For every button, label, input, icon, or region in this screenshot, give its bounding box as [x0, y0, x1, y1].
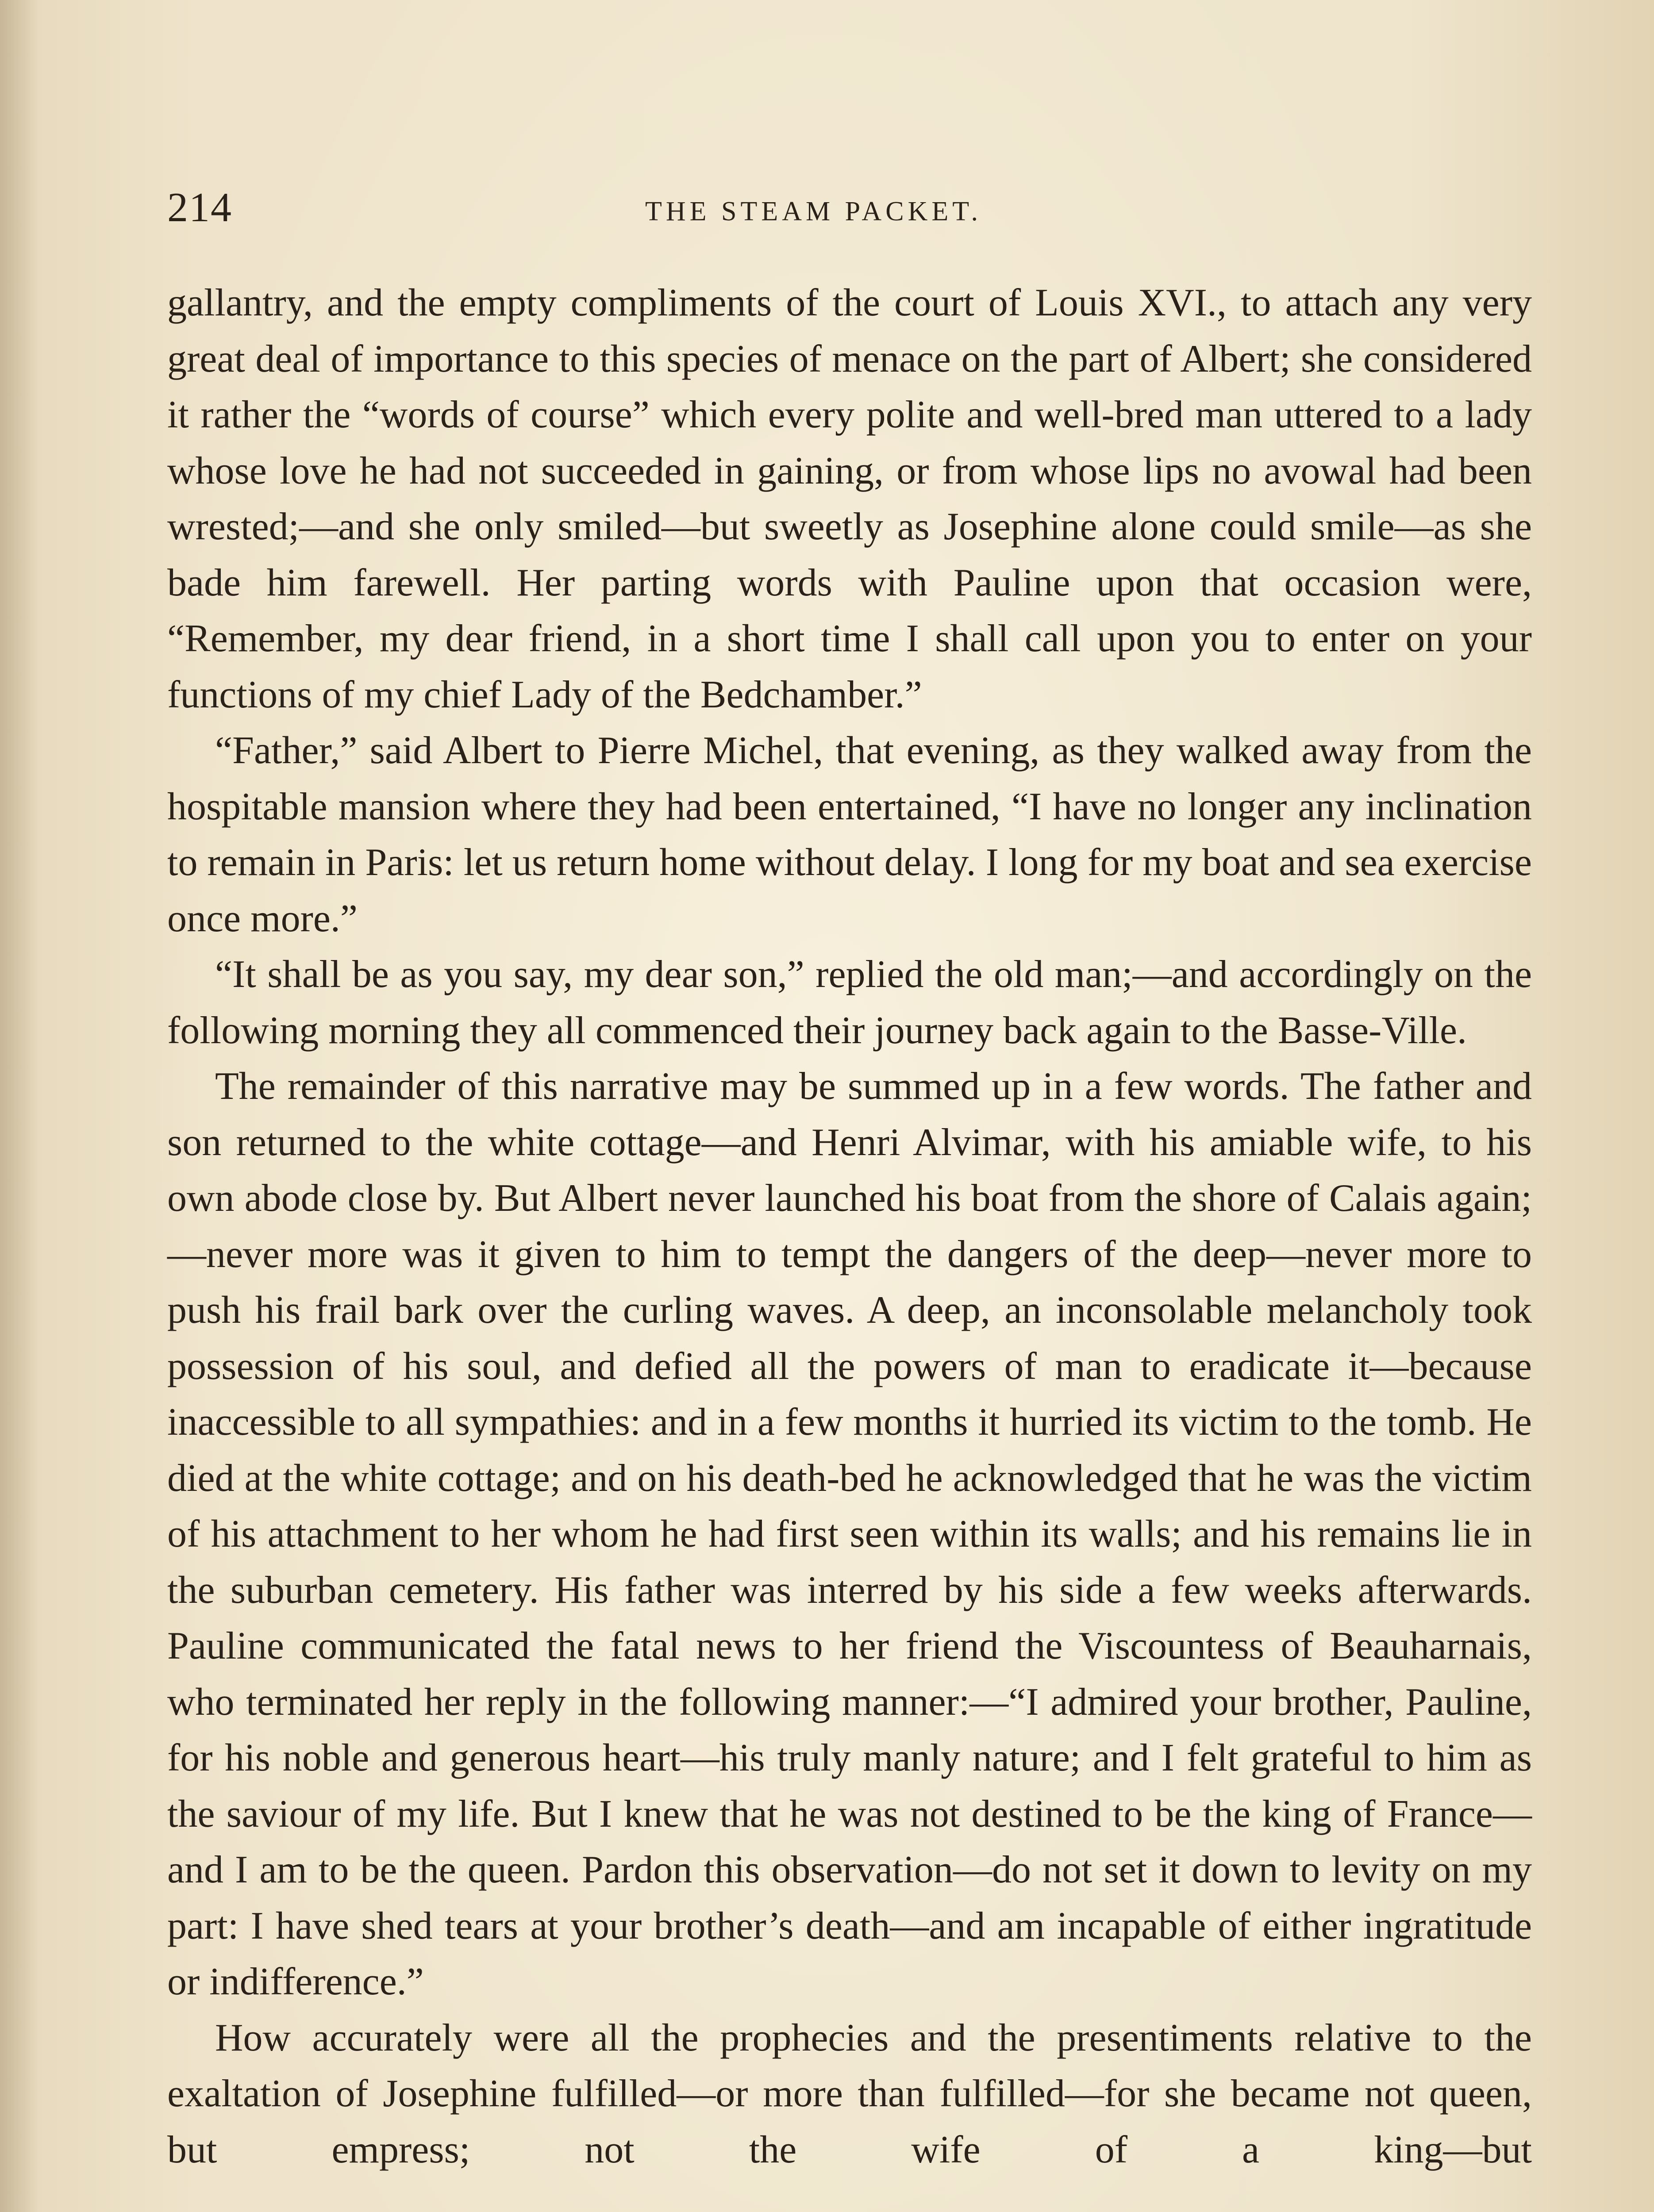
paragraph-old-man-reply: “It shall be as you say, my dear son,” replied the old man;—and accordingly on the following morning they all commenced their journey back again to the Basse-Ville. [167, 953, 1532, 1052]
paragraph-prophecies: How accurately were all the prophecies and the presentiments relative to the exaltation of Josephine fulfilled—or more than fulfilled—for she became not queen, but empress; not the wife of a king—but [167, 2016, 1532, 2171]
spine-shadow [0, 0, 40, 2212]
running-title: THE STEAM PACKET. [645, 196, 982, 227]
page-header [167, 175, 1482, 241]
body-text [167, 275, 1532, 2178]
paragraph-narrative-remainder: The remainder of this narrative may be summed up in a few words. The father and son returned to the white cottage—and Henri Alvimar, with his amiable wife, to his own abode close by. But Albert never launched his boat from the shore of Calais again;—never more was it given to him to tempt the dangers of the deep—never more to push his frail bark over the curling waves. A deep, an inconsolable melancholy took possession of his soul, and defied all the powers of man to eradicate it—because inaccessible to all sympathies: and in a few months it hurried its victim to the tomb. He died at the white cottage; and on his death-bed he acknowledged that he was the victim of his attachment to her whom he had first seen within its walls; and his remains lie in the suburban cemetery. His father was interred by his side a few weeks afterwards. Pauline communicated the fatal news to her friend the Viscountess of Beauharnais, who terminated her reply in the following manner:—“I admired your brother, Pauline, for his noble and generous heart—his truly manly nature; and I felt grateful to him as the saviour of my life. But I knew that he was not destined to be the king of France—and I am to be the queen. Pardon this observation—do not set it down to levity on my part: I have shed tears at your brother’s death—and am incapable of either ingratitude or indifference.” [167, 1065, 1532, 2003]
page-number: 214 [167, 184, 232, 230]
paragraph-father-dialogue: “Father,” said Albert to Pierre Michel, that evening, as they walked away from the hospitable mansion where they had been entertained, “I have no longer any inclination to remain in Paris: let us return home without delay. I long for my boat and sea exercise once more.” [167, 729, 1532, 940]
paragraph-continuation: gallantry, and the empty compliments of the court of Louis XVI., to attach any very great deal of importance to this species of menace on the part of Albert; she considered it rather the “words of course” which every polite and well-bred man uttered to a lady whose love he had not succeeded in gaining, or from whose lips no avowal had been wrested;—and she only smiled—but sweetly as Josephine alone could smile—as she bade him farewell. Her parting words with Pauline upon that occasion were, “Remember, my dear friend, in a short time I shall call upon you to enter on your functions of my chief Lady of the Bedchamber.” [167, 281, 1532, 716]
